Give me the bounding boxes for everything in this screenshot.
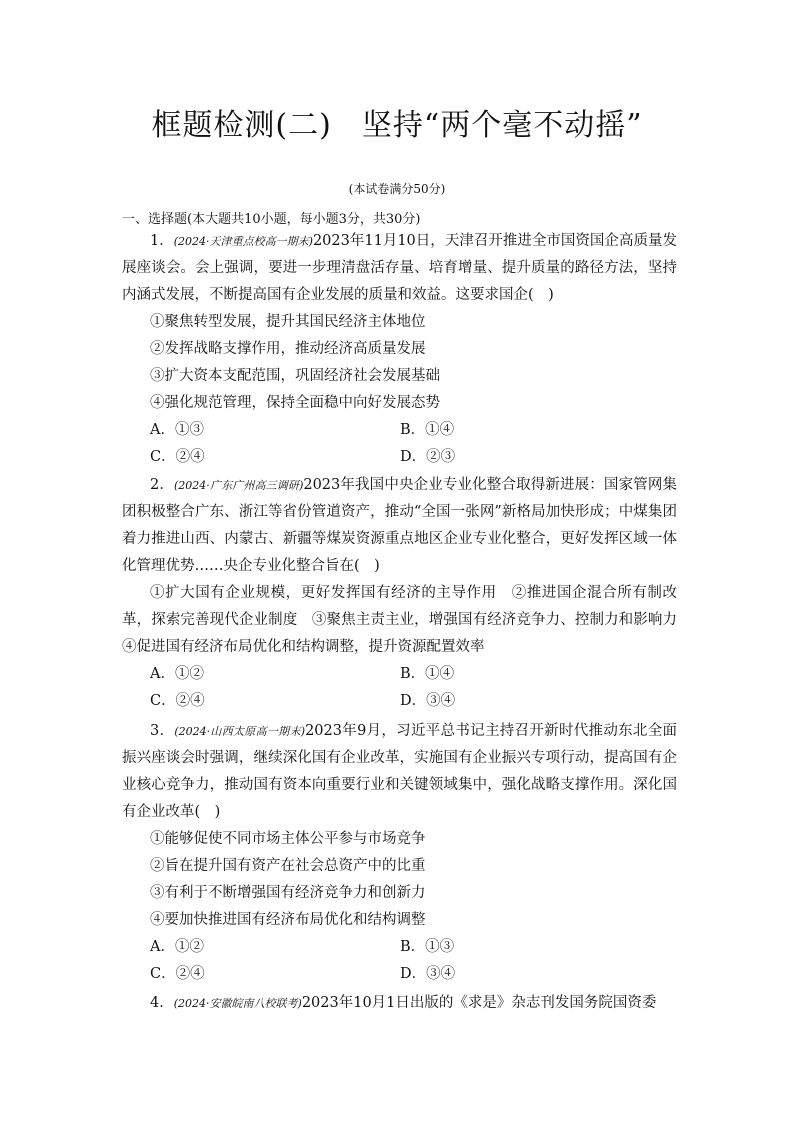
question-stem — [122, 990, 677, 1017]
choice-c[interactable]: C．②④ — [150, 449, 205, 465]
statement-item: ④强化规范管理，保持全面稳中向好发展态势 — [150, 395, 440, 411]
choice-d[interactable]: D．②③ — [400, 449, 456, 465]
question-1 — [122, 228, 677, 471]
statement-item: ①能够促使不同市场主体公平参与市场竞争 — [150, 831, 426, 847]
question-2 — [122, 472, 692, 715]
statement-item: ②旨在提升国有资产在社会总资产中的比重 — [150, 858, 426, 874]
question-text: 2023年9月，习近平总书记主持召开新时代推动东北全面振兴座谈会时强调，继续深化国有企业改革，实施国有企业振兴专项行动，提高国有企业核心竞争力，推动国有资本向重要行业和关键领域集中，强化战略支撑作用。深化国有企业改革( ) — [122, 723, 678, 820]
question-stem — [122, 228, 677, 309]
statement-item: ③扩大资本支配范围，巩固经济社会发展基础 — [150, 368, 440, 384]
question-4 — [122, 990, 677, 1017]
question-stem — [122, 472, 677, 580]
question-text: 2023年我国中央企业专业化整合取得新进展：国家管网集团积极整合广东、浙江等省份管道资产，推动“全国一张网”新格局加快形成；中煤集团着力推进山西、内蒙古、新疆等煤炭资源重点地区企业专业化整合，更好发挥区域一体化管理优势……央企专业化整合旨在( ) — [122, 477, 677, 574]
title-main: 框题检测(二) — [151, 108, 332, 143]
choice-c[interactable]: C．②④ — [150, 966, 205, 982]
question-3 — [122, 718, 677, 988]
question-source: (2024·山西太原高一期末) — [174, 725, 306, 738]
statement-items: ①扩大国有企业规模，更好发挥国有经济的主导作用 ②推进国企混合所有制改革，探索完善现代企业制度 ③聚焦主责主业，增强国有经济竞争力、控制力和影响力 ④促进国有经济布局优化和结构调整，提升资源配置效率 — [122, 585, 692, 655]
question-number: 4． — [150, 995, 174, 1011]
question-text: 2023年11月10日，天津召开推进全市国资国企高质量发展座谈会。会上强调，要进一步理清盘活存量、培育增量、提升质量的路径方法，坚持内涵式发展，不断提高国有企业发展的质量和效益。这要求国企( ) — [122, 233, 677, 303]
question-stem — [122, 718, 677, 826]
choice-d[interactable]: D．③④ — [400, 693, 456, 709]
question-text: 2023年10月1日出版的《求是》杂志刊发国务院国资委 — [301, 995, 657, 1011]
choice-a[interactable]: A．①③ — [150, 422, 204, 438]
answer-choices — [122, 688, 677, 715]
question-number: 1． — [150, 233, 174, 249]
choice-b[interactable]: B．①④ — [400, 422, 455, 438]
statement-item: ②发挥战略支撑作用，推动经济高质量发展 — [150, 341, 426, 357]
question-source: (2024·安徽皖南八校联考) — [173, 997, 302, 1010]
answer-choices — [122, 444, 677, 471]
score-note: (本试卷满分50分) — [348, 182, 446, 196]
question-number: 3． — [150, 723, 175, 739]
statement-item: ③有利于不断增强国有经济竞争力和创新力 — [150, 885, 426, 901]
choice-b[interactable]: B．①④ — [400, 666, 455, 682]
question-source: (2024·广东广州高三调研) — [174, 479, 304, 492]
answer-choices — [122, 661, 677, 688]
choice-c[interactable]: C．②④ — [150, 693, 205, 709]
question-source: (2024·天津重点校高一期末) — [173, 235, 313, 248]
title-sub: 坚持“两个毫不动摇” — [361, 108, 643, 143]
choice-d[interactable]: D．③④ — [400, 966, 456, 982]
statement-item: ①聚焦转型发展，提升其国民经济主体地位 — [150, 314, 426, 330]
page-title — [0, 100, 794, 144]
choice-a[interactable]: A．①② — [150, 939, 204, 955]
answer-choices — [122, 961, 677, 988]
choice-b[interactable]: B．①③ — [400, 939, 455, 955]
statement-item: ④要加快推进国有经济布局优化和结构调整 — [150, 912, 426, 928]
choice-a[interactable]: A．①② — [150, 666, 204, 682]
answer-choices — [122, 934, 677, 961]
answer-choices — [122, 417, 677, 444]
section-heading: 一、选择题(本大题共10小题，每小题3分，共30分) — [122, 212, 421, 227]
question-number: 2． — [150, 477, 175, 493]
